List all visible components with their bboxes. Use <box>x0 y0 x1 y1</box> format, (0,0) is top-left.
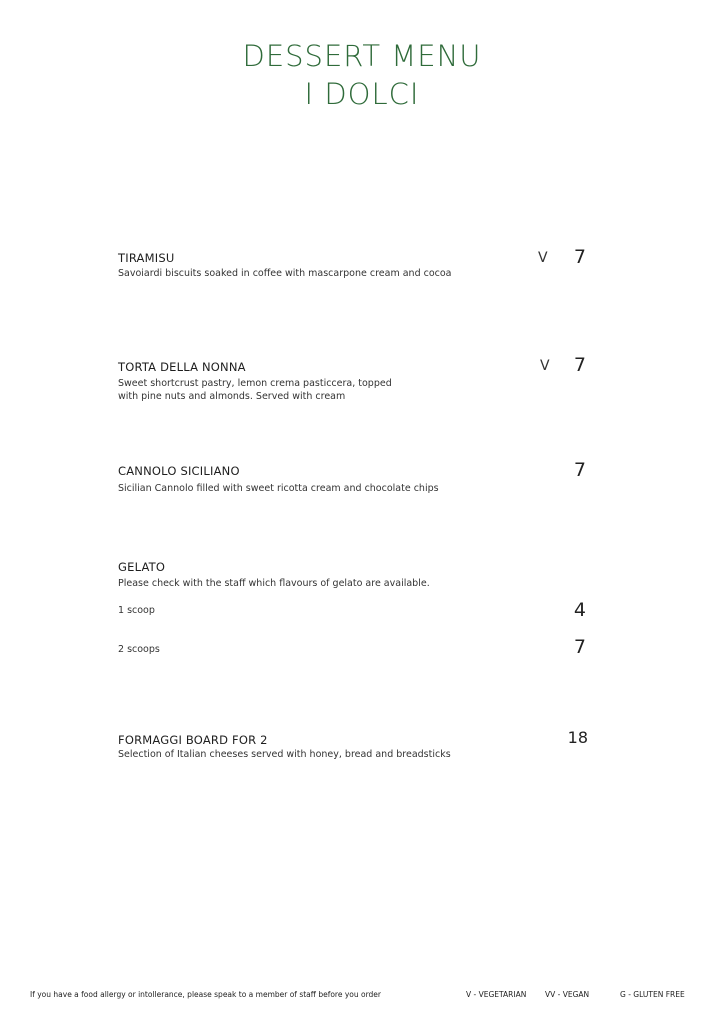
gelato-option-2-label: 2 scoops <box>118 644 160 655</box>
item-price-formaggi: 18 <box>567 728 588 747</box>
item-desc-torta-2: with pine nuts and almonds. Served with cream <box>118 391 346 402</box>
item-desc-torta-1: Sweet shortcrust pastry, lemon crema pasticcera, topped <box>118 378 392 389</box>
footer-legend-vegan: VV - VEGAN <box>545 990 590 999</box>
gelato-option-1-label: 1 scoop <box>118 605 155 616</box>
item-name-formaggi: FORMAGGI BOARD FOR 2 <box>118 733 268 747</box>
gelato-option-2-price: 7 <box>573 636 586 658</box>
item-desc-gelato: Please check with the staff which flavours of gelato are available. <box>118 578 430 589</box>
footer-allergy-note: If you have a food allergy or intollerance, please speak to a member of staff before you order <box>30 990 382 999</box>
item-price-torta: 7 <box>573 354 586 376</box>
item-name-cannolo: CANNOLO SICILIANO <box>118 464 240 478</box>
item-desc-tiramisu: Savoiardi biscuits soaked in coffee with mascarpone cream and cocoa <box>118 268 452 279</box>
menu-subtitle: I DOLCI <box>304 77 420 111</box>
item-price-cannolo: 7 <box>573 459 586 481</box>
item-diet-tiramisu: V <box>538 250 548 266</box>
gelato-option-1-price: 4 <box>573 599 586 621</box>
item-price-tiramisu: 7 <box>573 246 586 268</box>
footer-legend-vegetarian: V - VEGETARIAN <box>466 990 527 999</box>
item-name-torta: TORTA DELLA NONNA <box>118 360 246 374</box>
item-diet-torta: V <box>540 358 550 374</box>
item-desc-cannolo: Sicilian Cannolo filled with sweet ricotta cream and chocolate chips <box>118 483 439 494</box>
footer-legend-gluten-free: G - GLUTEN FREE <box>620 990 685 999</box>
item-name-gelato: GELATO <box>118 560 166 574</box>
item-name-tiramisu: TIRAMISU <box>118 251 175 265</box>
item-desc-formaggi: Selection of Italian cheeses served with honey, bread and breadsticks <box>118 749 451 760</box>
menu-title: DESSERT MENU <box>242 39 482 73</box>
